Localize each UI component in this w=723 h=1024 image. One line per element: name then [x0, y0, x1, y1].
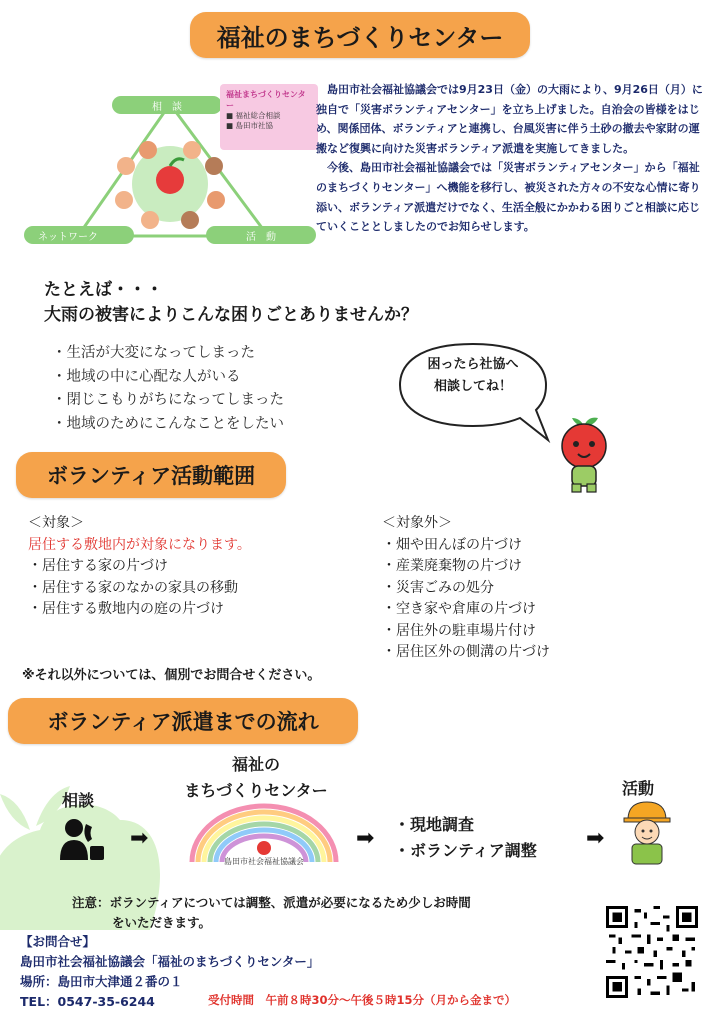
page-title: 福祉のまちづくりセンター	[190, 12, 530, 58]
flow-mid-steps	[394, 812, 537, 864]
welfare-diagram	[20, 80, 320, 250]
volunteer-worker-icon	[618, 800, 676, 866]
flow-step-center	[168, 752, 344, 804]
flow-arrow-icon: ➡	[130, 826, 149, 851]
flow-step-activity: 活動	[622, 779, 655, 798]
contact-tel: TEL：0547-35-6244	[20, 994, 155, 1009]
exclude-block	[382, 513, 550, 664]
intro-text	[316, 80, 710, 237]
list-item: ・空き家や倉庫の片づけ	[382, 601, 536, 617]
flow-center-line-1: 福祉の	[231, 755, 280, 774]
exclude-label: ＜対象外＞	[382, 515, 452, 531]
contact-hours: 受付時間 午前８時30分～午後５時15分（月から金まで）	[208, 993, 517, 1007]
apple-mascot-icon	[548, 412, 620, 496]
caution-line-1: 注意：ボランティアについては調整、派遣が必要になるため少しお時間	[72, 895, 471, 910]
flow-center-line-2: まちづくりセンター	[184, 781, 328, 800]
diagram-label-consultation: 相 談	[112, 96, 222, 114]
flow-arrow-icon: ➡	[356, 826, 375, 851]
diagram-label-activity: 活 動	[206, 226, 316, 244]
caution-line-2: をいただきます。	[112, 915, 212, 930]
list-item: ・ボランティア調整	[394, 841, 537, 860]
list-item: ・居住する敷地内の庭の片づけ	[28, 601, 224, 617]
contact-title: 【お問合せ】	[20, 934, 96, 949]
question-line-2: 大雨の被害によりこんな困りごとありませんか？	[44, 305, 418, 325]
center-box-item: ■ 福祉総合相談	[226, 111, 281, 120]
list-item: ・産業廃棄物の片づけ	[382, 558, 522, 574]
bubble-line-1: 困ったら社協へ	[427, 357, 519, 372]
question-line-1: たとえば・・・	[44, 280, 163, 300]
flow-step-consultation: 相談	[62, 791, 95, 810]
diagram-label-network: ネットワーク	[24, 226, 134, 244]
rainbow-caption: 島田市社会福祉協議会	[224, 857, 304, 866]
list-item: ・閉じこもりがちになってしまった	[52, 392, 284, 408]
bubble-line-2: 相談してね！	[433, 379, 512, 394]
list-item: ・居住する家の片づけ	[28, 558, 168, 574]
flow-arrow-icon: ➡	[586, 826, 605, 851]
target-note: 居住する敷地内が対象になります。	[28, 536, 251, 553]
list-item: ・地域のためにこんなことをしたい	[52, 415, 284, 432]
list-item: ・現地調査	[394, 815, 475, 834]
list-item: ・居住区外の側溝の片づけ	[382, 644, 550, 660]
intro-paragraph-1: 島田市社会福祉協議会では9月23日（金）の大雨により、9月26日（月）に独自で「災害ボランティアセンター」を立ち上げました。自治会の皆様をはじめ、関係団体、ボランティアと連携し、台風災害に伴う土砂の撤去や家財の運搬など復興に向けた災害ボランティア派遣を実施してきました。	[316, 83, 703, 155]
center-box-title: 福祉まちづくりセンター	[226, 90, 306, 110]
scope-heading: ボランティア活動範囲	[16, 452, 286, 498]
list-item: ・生活が大変になってしまった	[52, 345, 255, 361]
list-item: ・居住する家のなかの家具の移動	[28, 579, 238, 596]
question-heading	[44, 278, 418, 328]
trouble-list	[52, 342, 284, 436]
caution-note	[72, 893, 471, 933]
list-item: ・災害ごみの処分	[382, 579, 494, 596]
contact-org: 島田市社会福祉協議会「福祉のまちづくりセンター」	[20, 954, 320, 969]
phone-consultation-icon	[56, 816, 106, 862]
intro-paragraph-2: 今後、島田市社会福祉協議会では「災害ボランティアセンター」から「福祉のまちづくりセンター」へ機能を移行し、被災された方々の不安な心情に寄り添い、ボランティア派遣だけでなく、生活全般にかかわる困りごと相談に応じていくこととしましたのでお知らせします。	[316, 161, 701, 234]
speech-bubble	[398, 340, 560, 450]
center-box-item: ■ 島田市社協	[226, 121, 273, 130]
contact-place: 場所：島田市大津通２番の１	[20, 974, 183, 989]
qr-code-icon[interactable]	[606, 906, 698, 998]
diagram-center-box	[220, 84, 318, 150]
list-item: ・畑や田んぼの片づけ	[382, 536, 522, 553]
target-block	[28, 513, 251, 621]
target-label: ＜対象＞	[28, 515, 84, 531]
list-item: ・居住外の駐車場片付け	[382, 622, 536, 639]
list-item: ・地域の中に心配な人がいる	[52, 368, 241, 385]
other-note: ※それ以外については、個別でお問合せください。	[22, 668, 321, 683]
flow-heading: ボランティア派遣までの流れ	[8, 698, 358, 744]
